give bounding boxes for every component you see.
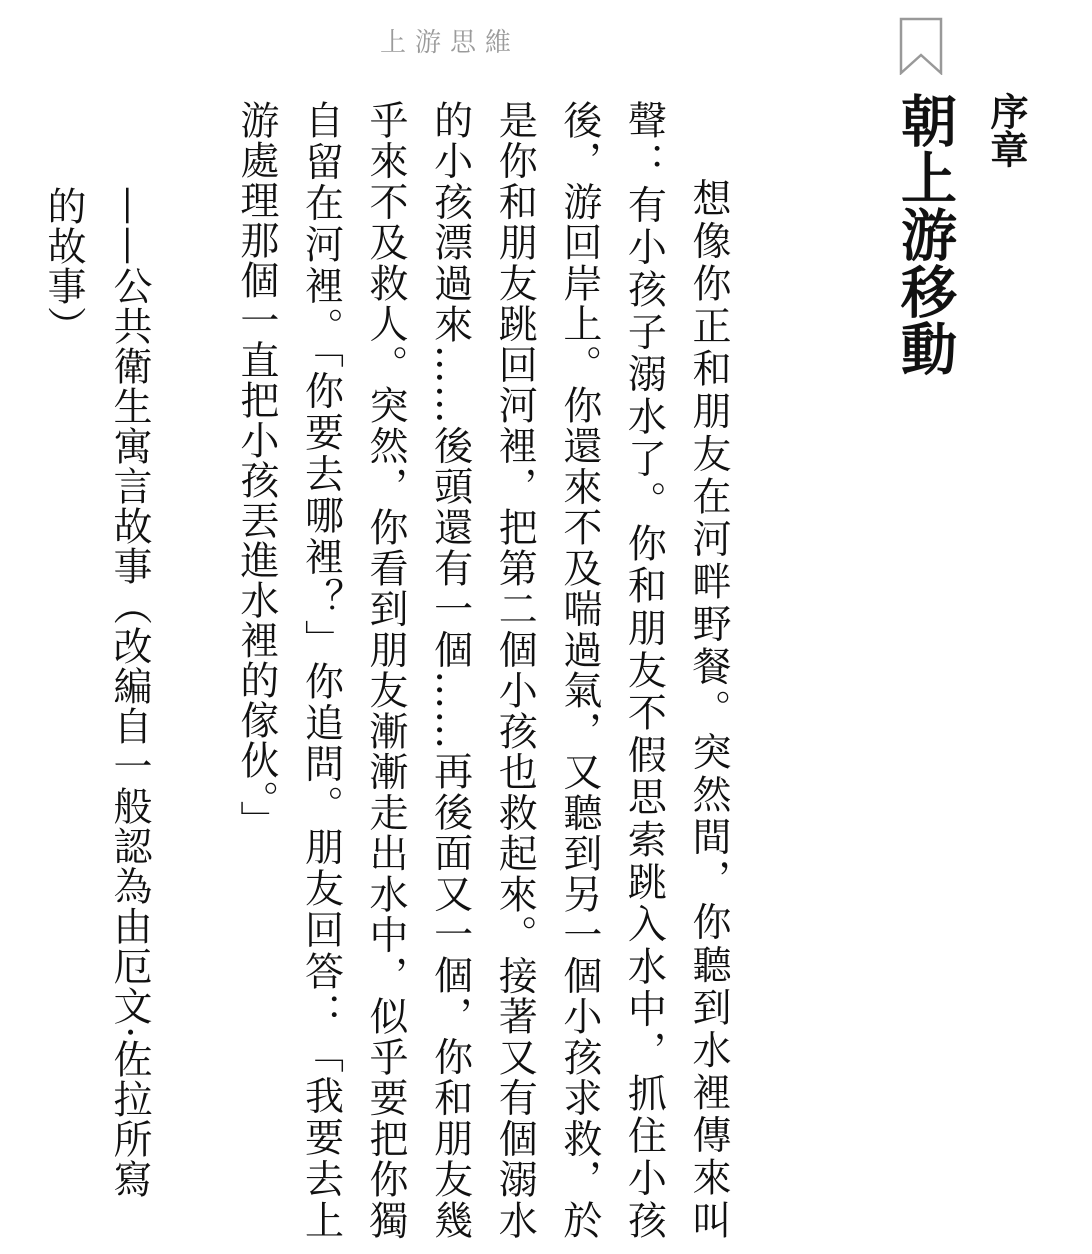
body-paragraph-text: 想像你正和朋友在河畔野餐。突然間，你聽到水裡傳來叫聲：有小孩子溺水了。你和朋友不假思索跳入水中，抓住小孩後，游回岸上。你還來不及喘過氣，又聽到另一個小孩求救，於是你和朋友跳回河裡，把第二個小孩也救起來。接著又有個溺水的小孩漂過來……後頭還有一個……再後面又一個，你和朋友幾乎來不及救人。突然，你看到朋友漸漸走出水中，似乎要把你獨自留在河裡。「你要去哪裡？」你追問。朋友回答：「我要去上游處理那個一直把小孩丟進水裡的傢伙。」 <box>233 100 731 1240</box>
body-paragraph <box>223 100 740 1240</box>
running-head: 上游思維 <box>379 28 520 58</box>
chapter-label: 序章 <box>984 92 1028 168</box>
chapter-title: 朝上游移動 <box>892 92 957 377</box>
attribution: ——公共衛生寓言故事（改編自一般認為由厄文·佐拉所寫的故事） <box>41 186 152 1200</box>
bookmark-icon[interactable] <box>899 17 943 75</box>
